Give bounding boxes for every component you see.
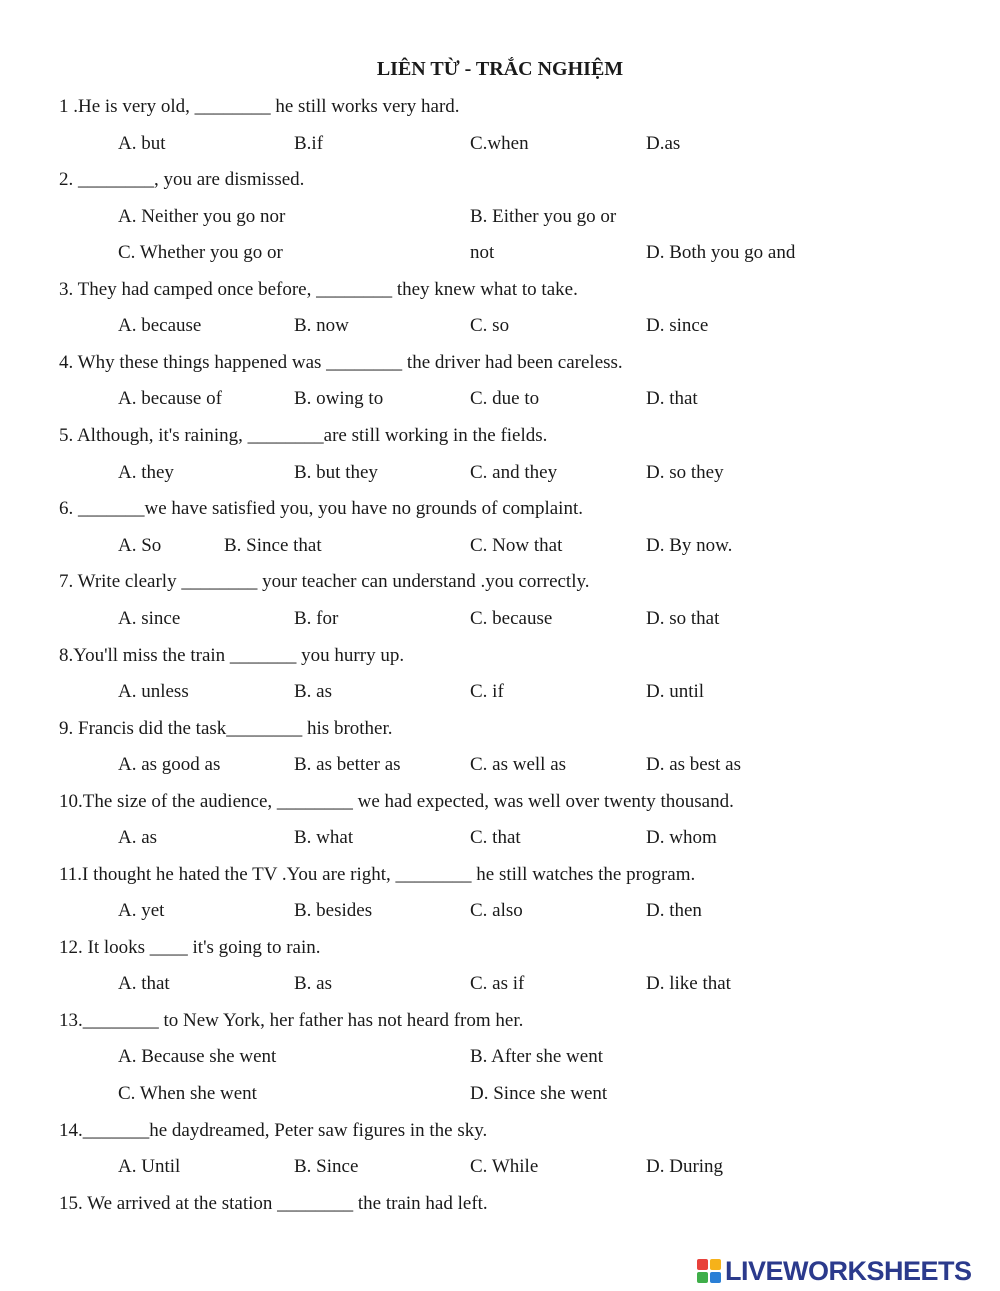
q10-option-d[interactable]: D. whom	[646, 827, 717, 848]
q14-option-d[interactable]: D. During	[646, 1156, 724, 1177]
q4-option-b[interactable]: B. owing to	[294, 388, 384, 409]
q10-option-b[interactable]: B. what	[294, 827, 354, 848]
q6-option-b[interactable]: B. Since that	[224, 535, 322, 556]
q11-option-d[interactable]: D. then	[646, 900, 702, 921]
q9-option-a[interactable]: A. as good as	[118, 754, 221, 775]
q7-option-d[interactable]: D. so that	[646, 608, 720, 629]
logo-blocks-icon	[697, 1259, 721, 1283]
q11-option-b[interactable]: B. besides	[294, 900, 373, 921]
question-2: 2. ________, you are dismissed.	[59, 169, 305, 190]
question-12: 12. It looks ____ it's going to rain.	[59, 937, 321, 958]
q12-option-d[interactable]: D. like that	[646, 973, 731, 994]
q11-option-a[interactable]: A. yet	[118, 900, 165, 921]
question-11: 11.I thought he hated the TV .You are right, ________ he still watches the program.	[59, 864, 696, 885]
question-4: 4. Why these things happened was ________ the driver had been careless.	[59, 352, 623, 373]
q13-option-d[interactable]: D. Since she went	[470, 1083, 608, 1104]
q8-option-c[interactable]: C. if	[470, 681, 504, 702]
q13-option-c[interactable]: C. When she went	[118, 1083, 257, 1104]
q9-option-d[interactable]: D. as best as	[646, 754, 741, 775]
question-5: 5. Although, it's raining, ________are still working in the fields.	[59, 425, 548, 446]
q2-option-a[interactable]: A. Neither you go nor	[118, 206, 286, 227]
q6-option-c[interactable]: C. Now that	[470, 535, 563, 556]
question-14: 14._______he daydreamed, Peter saw figures in the sky.	[59, 1120, 488, 1141]
q5-option-a[interactable]: A. they	[118, 462, 174, 483]
q1-option-b[interactable]: B.if	[294, 133, 324, 154]
q13-option-a[interactable]: A. Because she went	[118, 1046, 277, 1067]
q14-option-c[interactable]: C. While	[470, 1156, 539, 1177]
q11-option-c[interactable]: C. also	[470, 900, 523, 921]
q2-option-c-continued: not	[470, 242, 495, 263]
question-1: 1 .He is very old, ________ he still works very hard.	[59, 96, 460, 117]
q2-option-c[interactable]: C. Whether you go or	[118, 242, 283, 263]
q5-option-d[interactable]: D. so they	[646, 462, 724, 483]
q7-option-a[interactable]: A. since	[118, 608, 181, 629]
q12-option-b[interactable]: B. as	[294, 973, 332, 994]
q5-option-b[interactable]: B. but they	[294, 462, 378, 483]
question-9: 9. Francis did the task________ his brother.	[59, 718, 393, 739]
q3-option-a[interactable]: A. because	[118, 315, 202, 336]
question-13: 13.________ to New York, her father has not heard from her.	[59, 1010, 524, 1031]
q13-option-b[interactable]: B. After she went	[470, 1046, 603, 1067]
logo-text: LIVEWORKSHEETS	[725, 1255, 972, 1286]
q4-option-c[interactable]: C. due to	[470, 388, 540, 409]
q2-option-d[interactable]: D. Both you go and	[646, 242, 796, 263]
q2-option-b[interactable]: B. Either you go or	[470, 206, 617, 227]
worksheet-title: LIÊN TỪ - TRẮC NGHIỆM	[376, 58, 624, 80]
question-8: 8.You'll miss the train _______ you hurry up.	[59, 645, 405, 666]
q4-option-a[interactable]: A. because of	[118, 388, 222, 409]
q3-option-b[interactable]: B. now	[294, 315, 349, 336]
q7-option-c[interactable]: C. because	[470, 608, 553, 629]
q3-option-d[interactable]: D. since	[646, 315, 709, 336]
q8-option-b[interactable]: B. as	[294, 681, 332, 702]
liveworksheets-logo[interactable]	[697, 1256, 972, 1286]
q7-option-b[interactable]: B. for	[294, 608, 339, 629]
q6-option-d[interactable]: D. By now.	[646, 535, 733, 556]
q8-option-d[interactable]: D. until	[646, 681, 705, 702]
question-7: 7. Write clearly ________ your teacher can understand .you correctly.	[59, 571, 590, 592]
q12-option-c[interactable]: C. as if	[470, 973, 525, 994]
q14-option-b[interactable]: B. Since	[294, 1156, 359, 1177]
question-3: 3. They had camped once before, ________ they knew what to take.	[59, 279, 578, 300]
q12-option-a[interactable]: A. that	[118, 973, 170, 994]
q3-option-c[interactable]: C. so	[470, 315, 510, 336]
q6-option-a[interactable]: A. So	[118, 535, 162, 556]
q10-option-c[interactable]: C. that	[470, 827, 521, 848]
q1-option-a[interactable]: A. but	[118, 133, 166, 154]
q5-option-c[interactable]: C. and they	[470, 462, 558, 483]
question-10: 10.The size of the audience, ________ we had expected, was well over twenty thousand.	[59, 791, 734, 812]
q8-option-a[interactable]: A. unless	[118, 681, 189, 702]
q9-option-b[interactable]: B. as better as	[294, 754, 401, 775]
q10-option-a[interactable]: A. as	[118, 827, 158, 848]
q4-option-d[interactable]: D. that	[646, 388, 698, 409]
question-15: 15. We arrived at the station ________ the train had left.	[59, 1193, 488, 1214]
q1-option-c[interactable]: C.when	[470, 133, 529, 154]
q1-option-d[interactable]: D.as	[646, 133, 681, 154]
q14-option-a[interactable]: A. Until	[118, 1156, 181, 1177]
q9-option-c[interactable]: C. as well as	[470, 754, 567, 775]
question-6: 6. _______we have satisfied you, you have no grounds of complaint.	[59, 498, 583, 519]
